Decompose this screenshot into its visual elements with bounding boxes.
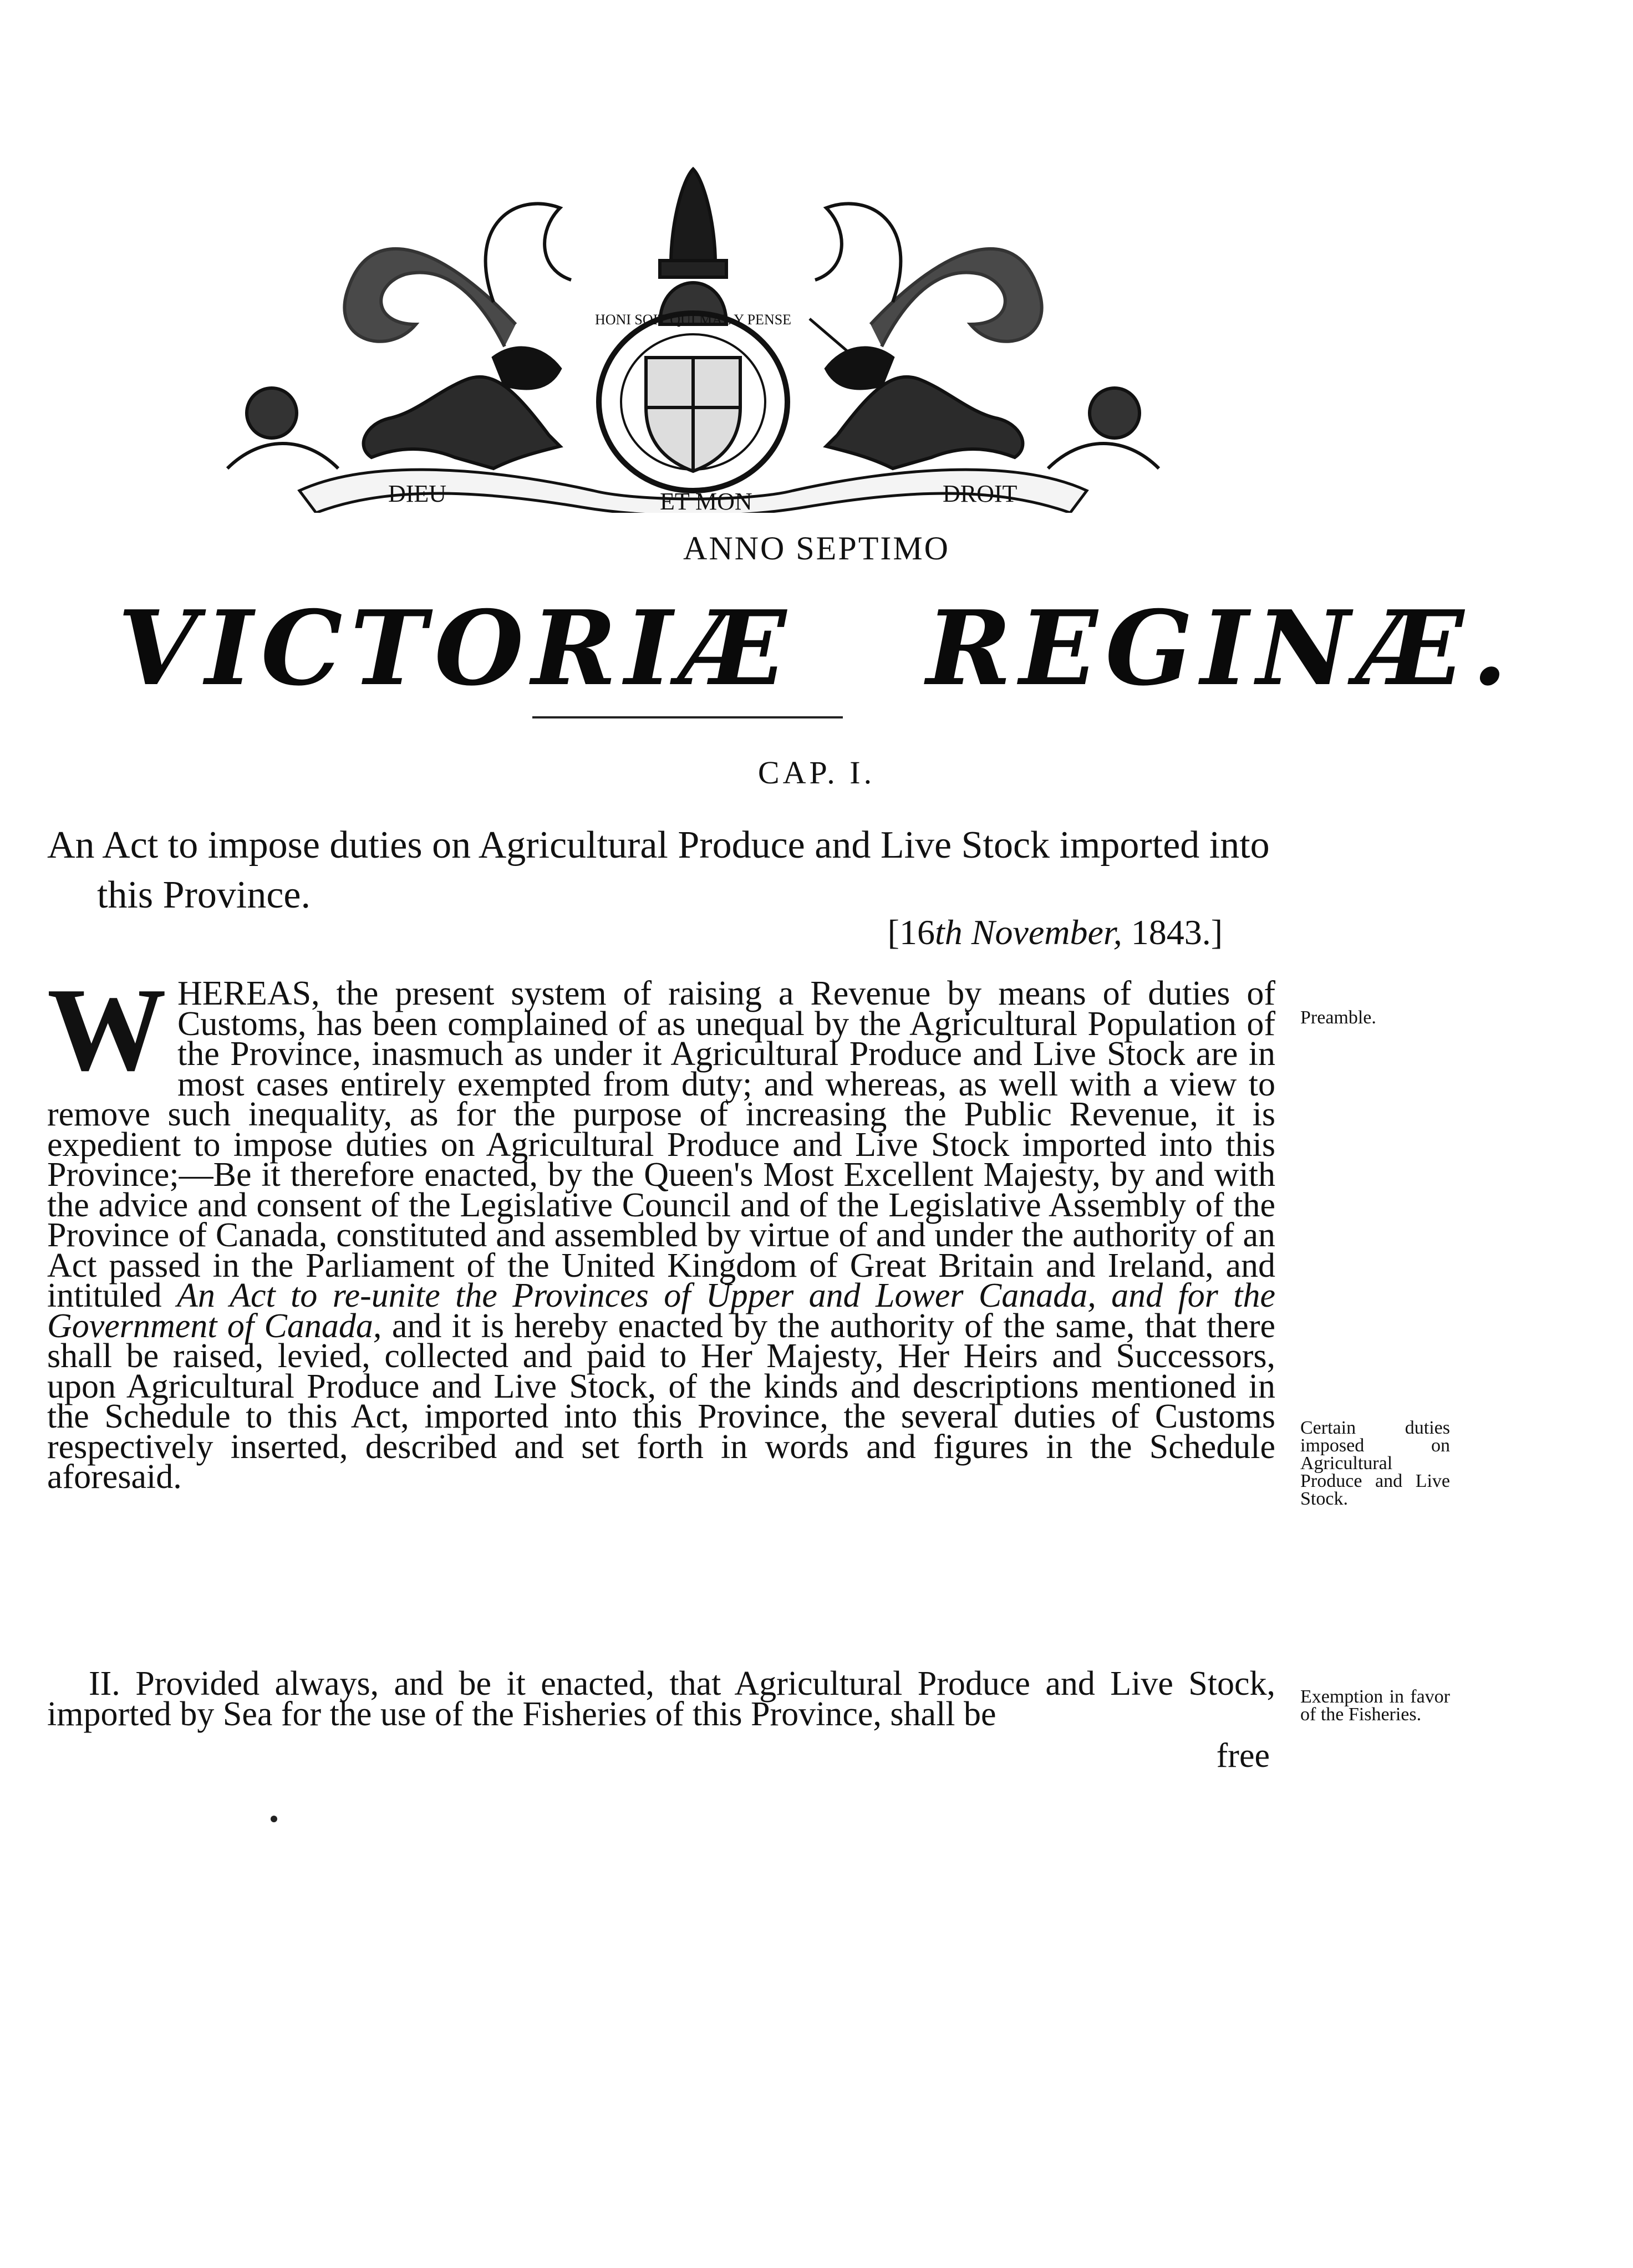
chapter-number: CAP. I. <box>757 755 876 791</box>
date-open: [16 <box>887 913 935 952</box>
catchword: free <box>1216 1737 1270 1775</box>
motto-right-text: DROIT <box>943 480 1018 507</box>
royal-coat-of-arms <box>205 158 1181 513</box>
date-close: 1843.] <box>1122 913 1223 952</box>
preamble-text-b: and it is hereby enacted by the authority of the same, that there shall be raised, levied, collected and paid to Her Majesty, Her Heirs and Successors, upon Agricultural Produce and Live Stock, of the kinds and descriptions mentioned in the Schedule to this Act, imported into this Province, the several duties of Customs respectively inserted, described and set forth in words and figures in the Schedule aforesaid. <box>47 1307 1275 1496</box>
margin-note-preamble: Preamble. <box>1300 1007 1376 1028</box>
drop-cap: W <box>47 963 166 1095</box>
preamble-paragraph <box>47 963 1275 1496</box>
preamble-text-a: HEREAS, the present system of raising a Revenue by means of duties of Customs, has been complained of as unequal by the Agricultural Population of the Province, inasmuch as under it Agricultural Produce and Live Stock are in most cases entirely exempted from duty; and whereas, as well with a view to remove such inequality, as for the purpose of increasing the Public Revenue, it is expedient to impose duties on Agricultural Produce and Live Stock imported into this Province;—Be it therefore enacted, by the Queen's Most Excellent Majesty, by and with the advice and consent of the Legislative Council and of the Legislative Assembly of the Province of Canada, constituted and assembled by virtue of and under the authority of an Act passed in the Parliament of the United Kingdom of Great Britain and Ireland, and intituled <box>47 975 1275 1314</box>
motto-center-text: ET MON <box>660 488 752 513</box>
date-italic: th November, <box>934 913 1122 952</box>
margin-note-duties: Certain duties imposed on Agricultural Produce and Live Stock. <box>1300 1418 1450 1509</box>
act-date <box>888 912 1223 953</box>
section-two-paragraph: II. Provided always, and be it enacted, that Agricultural Produce and Live Stock, imported by Sea for the use of the Fisheries of this Province, shall be <box>47 1665 1275 1733</box>
motto-left-text: DIEU <box>388 480 447 507</box>
act-title: An Act to impose duties on Agricultural Produce and Live Stock imported into this Province. <box>47 824 1270 916</box>
ink-speck <box>271 1816 277 1822</box>
regnal-title: VICTORIÆ REGINÆ. <box>118 588 1515 709</box>
garter-motto-text: HONI SOIT QUI MAL Y PENSE <box>594 312 792 328</box>
preamble-act-citation: An Act to re-unite the Provinces of Upper and Lower Canada, and for the Government of Canada, <box>47 1277 1275 1345</box>
divider-rule <box>532 716 843 718</box>
margin-note-exemption: Exemption in favor of the Fisheries. <box>1300 1686 1450 1725</box>
anno-heading: ANNO SEPTIMO <box>683 530 950 567</box>
